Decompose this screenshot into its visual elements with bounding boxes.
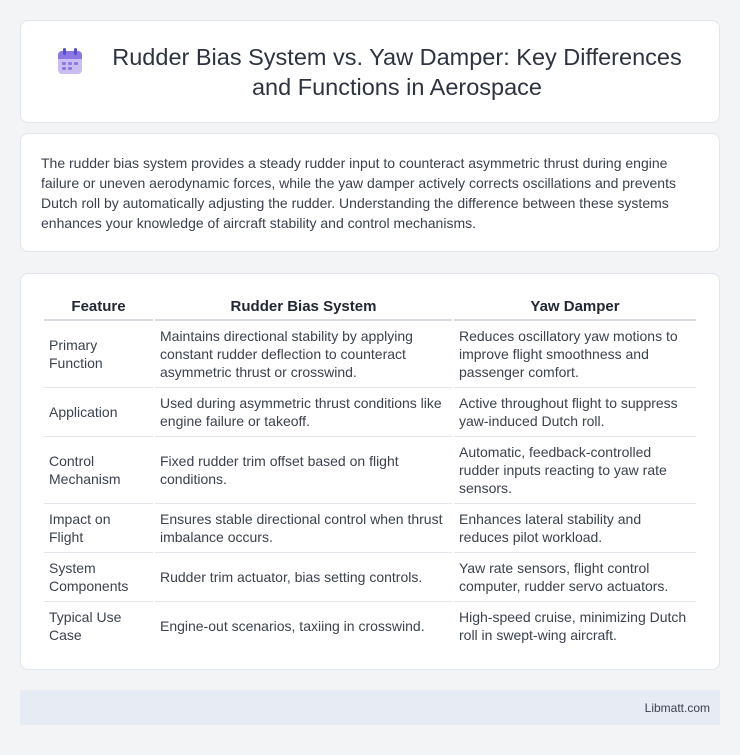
- footer-site-link[interactable]: Libmatt.com: [644, 700, 710, 715]
- title-card: [20, 20, 720, 123]
- yaw-damper-cell: Yaw rate sensors, flight control computer, rudder servo actuators.: [454, 553, 696, 602]
- rudder-bias-cell: Engine-out scenarios, taxiing in crosswind.: [160, 618, 425, 634]
- calendar-icon: [53, 44, 87, 78]
- rudder-bias-cell: Maintains directional stability by applying constant rudder deflection to counteract asymmetric thrust or crosswind.: [155, 321, 452, 388]
- comparison-card: [20, 273, 720, 670]
- feature-cell: Impact on Flight: [44, 504, 153, 553]
- yaw-damper-cell: Reduces oscillatory yaw motions to improve flight smoothness and passenger comfort.: [454, 321, 696, 388]
- yaw-damper-cell: Active throughout flight to suppress yaw-induced Dutch roll.: [454, 388, 696, 437]
- table-row: [44, 321, 696, 388]
- header-feature: Feature: [44, 294, 153, 321]
- header-yaw-damper: Yaw Damper: [454, 294, 696, 321]
- header-rudder-bias: Rudder Bias System: [155, 294, 452, 321]
- rudder-bias-cell: Rudder trim actuator, bias setting controls.: [155, 553, 452, 602]
- table-header-row: [44, 294, 696, 321]
- rudder-bias-cell: Ensures stable directional control when thrust imbalance occurs.: [155, 504, 452, 553]
- page-title: Rudder Bias System vs. Yaw Damper: Key Differences and Functions in Aerospace: [112, 43, 682, 100]
- rudder-bias-cell: Used during asymmetric thrust conditions like engine failure or takeoff.: [155, 388, 452, 437]
- table-row: [44, 602, 696, 650]
- feature-cell: Application: [44, 388, 153, 437]
- comparison-table: [42, 294, 698, 650]
- title-wrap: [53, 42, 687, 102]
- feature-cell: Primary Function: [44, 321, 153, 388]
- intro-paragraph: The rudder bias system provides a steady rudder input to counteract asymmetric thrust during engine failure or uneven aerodynamic forces, while the yaw damper actively corrects oscillations and prevents Dutch roll by automatically adjusting the rudder. Understanding the difference between these systems enhances your knowledge of aircraft stability and control mechanisms.: [41, 155, 676, 231]
- feature-cell: Typical Use Case: [49, 609, 122, 643]
- intro-card: [20, 133, 720, 252]
- footer: [20, 690, 720, 725]
- rudder-bias-cell: Fixed rudder trim offset based on flight conditions.: [155, 437, 452, 504]
- feature-cell: System Components: [44, 553, 153, 602]
- table-row: [44, 388, 696, 437]
- feature-cell: Control Mechanism: [44, 437, 153, 504]
- table-row: [44, 504, 696, 553]
- yaw-damper-cell: Automatic, feedback-controlled rudder inputs reacting to yaw rate sensors.: [454, 437, 696, 504]
- yaw-damper-cell: High-speed cruise, minimizing Dutch roll in swept-wing aircraft.: [459, 609, 687, 643]
- yaw-damper-cell: Enhances lateral stability and reduces pilot workload.: [454, 504, 696, 553]
- table-row: [44, 553, 696, 602]
- table-row: [44, 437, 696, 504]
